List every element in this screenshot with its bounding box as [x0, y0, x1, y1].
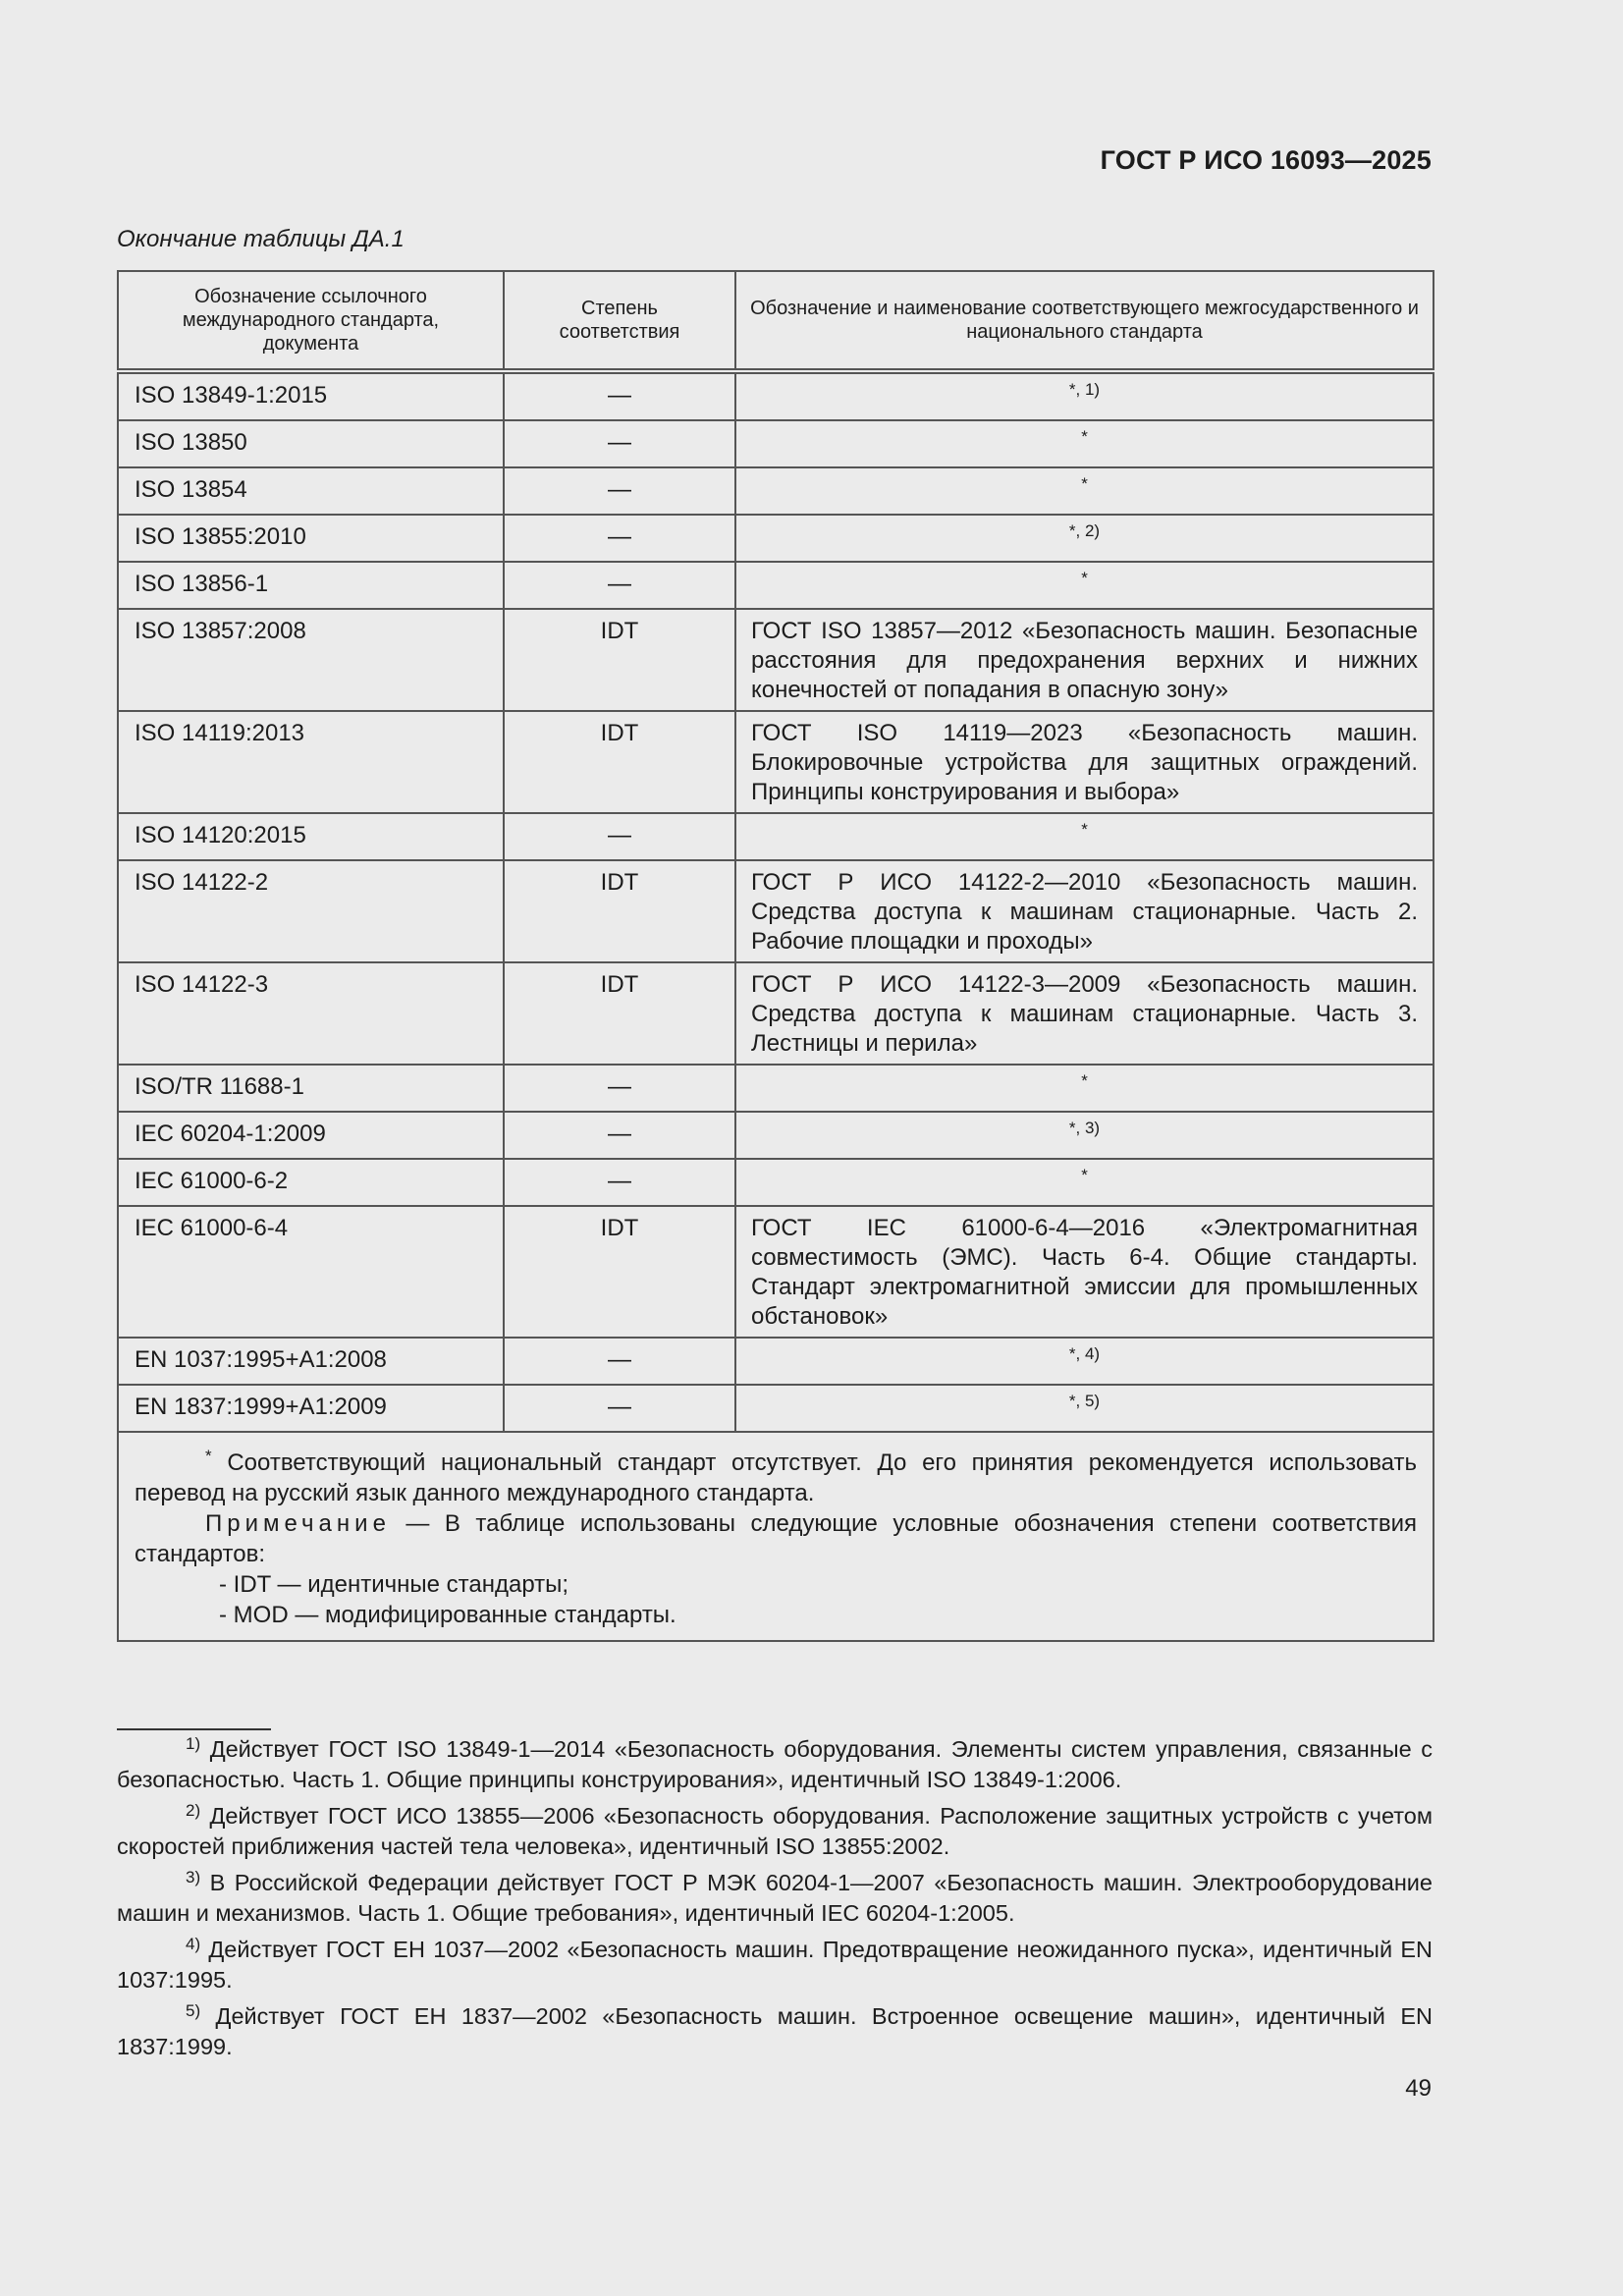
note-star-footnote [135, 1441, 1417, 1508]
cell-degree: — [504, 420, 735, 467]
cell-national-standard: ГОСТ IEC 61000-6-4—2016 «Электромагнитная совместимость (ЭМС). Часть 6-4. Общие стандарты. Стандарт электромагнитной эмиссии для промышленных обстановок» [735, 1206, 1434, 1338]
table-row [118, 962, 1434, 1065]
table-row [118, 1065, 1434, 1112]
table-caption: Окончание таблицы ДА.1 [117, 226, 405, 252]
cell-national-standard: ГОСТ Р ИСО 14122-3—2009 «Безопасность машин. Средства доступа к машинам стационарные. Часть 3. Лестницы и перила» [735, 962, 1434, 1065]
cell-designation: ISO 13857:2008 [118, 609, 504, 711]
cell-designation: ISO 13854 [118, 467, 504, 515]
table-row [118, 1385, 1434, 1432]
footnote-reference: , 4) [1075, 1344, 1101, 1363]
cell-degree: IDT [504, 962, 735, 1065]
footnote-reference: , 5) [1075, 1392, 1101, 1410]
column-header-degree: Степень соответствия [504, 271, 735, 371]
table-note [118, 1432, 1434, 1641]
note-list-item: - IDT — идентичные стандарты; [219, 1571, 569, 1598]
cell-designation: ISO 13856-1 [118, 562, 504, 609]
table-row [118, 562, 1434, 609]
note-text: — В таблице использованы следующие условные обозначения степени соответствия стандартов: [135, 1510, 1417, 1567]
footnote [117, 2001, 1433, 2062]
cell-national-standard: ГОСТ Р ИСО 14122-2—2010 «Безопасность машин. Средства доступа к машинам стационарные. Часть 2. Рабочие площадки и проходы» [735, 860, 1434, 962]
absent-standard-mark: * [1081, 1166, 1088, 1184]
footnotes [117, 1734, 1433, 2068]
table-row [118, 1338, 1434, 1385]
table-row [118, 515, 1434, 562]
footnote [117, 1935, 1433, 1995]
cell-national-standard-absent [735, 515, 1434, 562]
cell-degree: — [504, 1159, 735, 1206]
footnote [117, 1734, 1433, 1795]
table-row [118, 1112, 1434, 1159]
cell-national-standard-absent [735, 562, 1434, 609]
cell-degree: — [504, 1338, 735, 1385]
cell-degree: IDT [504, 609, 735, 711]
cell-designation: ISO 14122-2 [118, 860, 504, 962]
cell-designation: ISO 13855:2010 [118, 515, 504, 562]
note-star-mark: * [205, 1447, 212, 1465]
absent-standard-mark: * [1068, 1392, 1076, 1410]
table-row [118, 420, 1434, 467]
table-row [118, 860, 1434, 962]
footnote [117, 1801, 1433, 1862]
absent-standard-mark: * [1081, 569, 1088, 587]
footnote-text: Действует ГОСТ ЕН 1037—2002 «Безопасность машин. Предотвращение неожиданного пуска», идентичный EN 1037:1995. [117, 1937, 1433, 1993]
page-number: 49 [1405, 2075, 1432, 2102]
footnote-text: Действует ГОСТ ЕН 1837—2002 «Безопасность машин. Встроенное освещение машин», идентичный EN 1837:1999. [117, 2003, 1433, 2059]
footnote-text: Действует ГОСТ ISO 13849-1—2014 «Безопасность оборудования. Элементы систем управления, связанные с безопасностью. Часть 1. Общие принципы конструирования», идентичный ISO 13849-1:2006. [117, 1736, 1433, 1792]
cell-national-standard-absent [735, 1385, 1434, 1432]
cell-national-standard-absent [735, 467, 1434, 515]
cell-designation: EN 1037:1995+A1:2008 [118, 1338, 504, 1385]
table-row [118, 813, 1434, 860]
table-row [118, 609, 1434, 711]
table-row [118, 371, 1434, 420]
footnote-text: Действует ГОСТ ИСО 13855—2006 «Безопасность оборудования. Расположение защитных устройств с учетом скоростей приближения частей тела человека», идентичный ISO 13855:2002. [117, 1803, 1433, 1859]
table-header-row [118, 271, 1434, 371]
table-row [118, 711, 1434, 813]
note-label: Примечание [205, 1510, 391, 1537]
cell-national-standard-absent [735, 1338, 1434, 1385]
table-row [118, 1206, 1434, 1338]
cell-degree: — [504, 1065, 735, 1112]
cell-designation: ISO 14119:2013 [118, 711, 504, 813]
cell-degree: — [504, 371, 735, 420]
cell-designation: ISO 13849-1:2015 [118, 371, 504, 420]
cell-designation: IEC 61000-6-4 [118, 1206, 504, 1338]
absent-standard-mark: * [1068, 380, 1076, 399]
footnote-separator [117, 1728, 271, 1730]
column-header-national-standard: Обозначение и наименование соответствующего межгосударственного и национального стандарта [735, 271, 1434, 371]
footnote-mark: 1) [186, 1734, 201, 1753]
cell-national-standard-absent [735, 1065, 1434, 1112]
table-body [118, 371, 1434, 1432]
note-list-item: - MOD — модифицированные стандарты. [219, 1602, 676, 1628]
footnote-reference: , 1) [1075, 380, 1101, 399]
cell-national-standard-absent [735, 1112, 1434, 1159]
absent-standard-mark: * [1081, 427, 1088, 446]
cell-degree: — [504, 467, 735, 515]
footnote-reference: , 2) [1075, 521, 1101, 540]
table-row [118, 467, 1434, 515]
standards-table [117, 270, 1434, 1642]
absent-standard-mark: * [1068, 1119, 1076, 1137]
cell-designation: IEC 61000-6-2 [118, 1159, 504, 1206]
cell-designation: ISO 14122-3 [118, 962, 504, 1065]
cell-degree: — [504, 813, 735, 860]
cell-designation: IEC 60204-1:2009 [118, 1112, 504, 1159]
cell-national-standard: ГОСТ ISO 14119—2023 «Безопасность машин. Блокировочные устройства для защитных ограждений. Принципы конструирования и выбора» [735, 711, 1434, 813]
cell-degree: IDT [504, 860, 735, 962]
cell-national-standard-absent [735, 1159, 1434, 1206]
cell-designation: ISO 13850 [118, 420, 504, 467]
footnote-mark: 3) [186, 1868, 201, 1886]
footnote-mark: 4) [186, 1935, 201, 1953]
absent-standard-mark: * [1081, 1071, 1088, 1090]
cell-national-standard: ГОСТ ISO 13857—2012 «Безопасность машин. Безопасные расстояния для предохранения верхних и нижних конечностей от попадания в опасную зону» [735, 609, 1434, 711]
column-header-designation: Обозначение ссылочного международного стандарта, документа [118, 271, 504, 371]
note-remark [135, 1508, 1417, 1569]
absent-standard-mark: * [1081, 820, 1088, 839]
footnote-reference: , 3) [1075, 1119, 1101, 1137]
cell-designation: EN 1837:1999+A1:2009 [118, 1385, 504, 1432]
footnote-mark: 2) [186, 1801, 201, 1820]
cell-degree: — [504, 1385, 735, 1432]
cell-designation: ISO 14120:2015 [118, 813, 504, 860]
footnote-text: В Российской Федерации действует ГОСТ Р МЭК 60204-1—2007 «Безопасность машин. Электрооборудование машин и механизмов. Часть 1. Общие требования», идентичный IEC 60204-1:2005. [117, 1870, 1433, 1926]
absent-standard-mark: * [1068, 521, 1076, 540]
cell-national-standard-absent [735, 371, 1434, 420]
table-row [118, 1159, 1434, 1206]
cell-degree: — [504, 1112, 735, 1159]
absent-standard-mark: * [1068, 1344, 1076, 1363]
cell-national-standard-absent [735, 420, 1434, 467]
note-star-text: Соответствующий национальный стандарт отсутствует. До его принятия рекомендуется использовать перевод на русский язык данного международного стандарта. [135, 1449, 1417, 1506]
cell-designation: ISO/TR 11688-1 [118, 1065, 504, 1112]
footnote-mark: 5) [186, 2001, 201, 2020]
cell-degree: — [504, 562, 735, 609]
cell-national-standard-absent [735, 813, 1434, 860]
cell-degree: — [504, 515, 735, 562]
document-header: ГОСТ Р ИСО 16093—2025 [1100, 145, 1432, 175]
footnote [117, 1868, 1433, 1929]
cell-degree: IDT [504, 711, 735, 813]
table-note-row [118, 1432, 1434, 1641]
absent-standard-mark: * [1081, 474, 1088, 493]
cell-degree: IDT [504, 1206, 735, 1338]
